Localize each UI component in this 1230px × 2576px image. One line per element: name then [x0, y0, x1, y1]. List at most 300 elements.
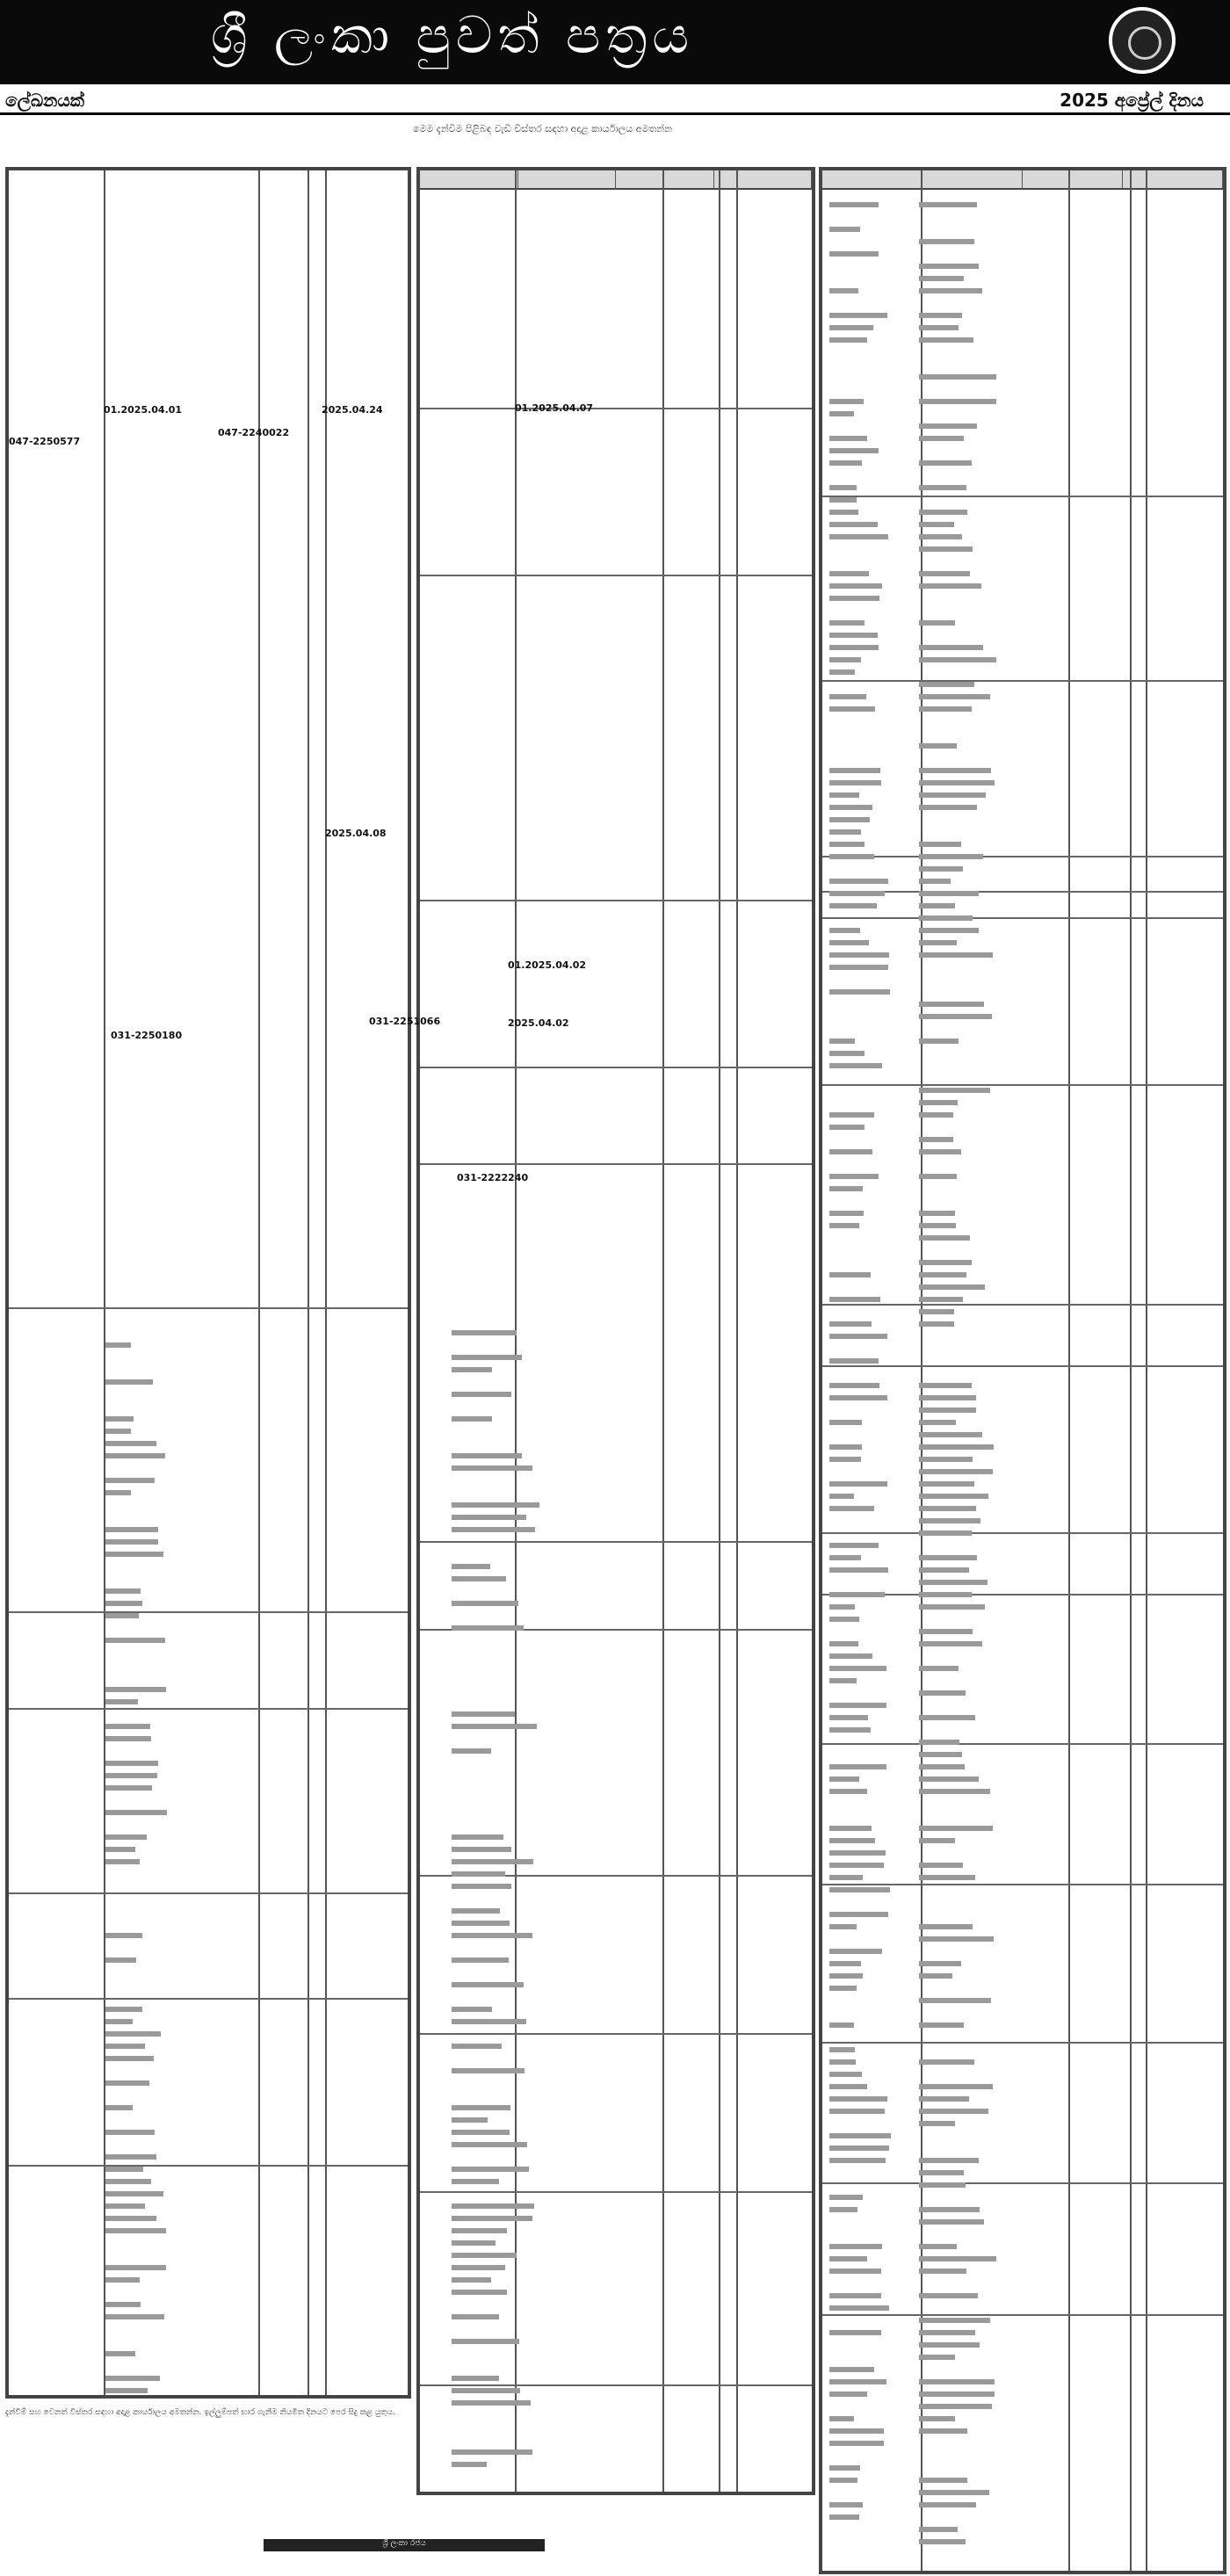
text-line-placeholder: [919, 1567, 969, 1573]
text-line-placeholder: [919, 1420, 956, 1425]
text-line-placeholder: [452, 1834, 503, 1840]
subhead-left: ලේඛනයක්: [5, 90, 85, 111]
text-line-placeholder: [919, 1457, 973, 1462]
subhead-date: 2025 අප්‍රේල් දිනය: [1060, 90, 1204, 111]
text-line-placeholder: [105, 1810, 167, 1815]
text-line-placeholder: [452, 2277, 491, 2283]
text-line-placeholder: [452, 2339, 519, 2344]
text-line-placeholder: [919, 952, 993, 958]
text-line-placeholder: [829, 1481, 887, 1487]
text-line-placeholder: [919, 276, 964, 281]
text-line-placeholder: [919, 534, 962, 539]
text-line-placeholder: [105, 1847, 135, 1852]
phone-number: 031-2250180: [111, 1030, 183, 1041]
text-line-placeholder: [452, 2044, 502, 2049]
text-line-placeholder: [829, 1555, 861, 1560]
text-line-placeholder: [105, 1638, 165, 1643]
text-line-placeholder: [452, 2290, 507, 2295]
text-line-placeholder: [919, 1592, 972, 1597]
text-line-placeholder: [919, 706, 972, 712]
text-line-placeholder: [919, 2084, 993, 2089]
text-line-placeholder: [829, 2293, 881, 2298]
text-line-placeholder: [919, 288, 982, 293]
text-line-placeholder: [919, 1826, 993, 1831]
text-line-placeholder: [919, 903, 955, 908]
text-line-placeholder: [105, 1342, 131, 1348]
text-line-placeholder: [919, 1395, 976, 1400]
text-line-placeholder: [829, 2133, 891, 2138]
text-line-placeholder: [829, 1420, 862, 1425]
text-line-placeholder: [829, 2391, 867, 2397]
text-line-placeholder: [919, 2268, 966, 2274]
text-line-placeholder: [919, 1137, 953, 1142]
text-line-placeholder: [919, 1149, 961, 1154]
text-line-placeholder: [919, 1641, 982, 1646]
text-line-placeholder: [452, 2228, 507, 2233]
text-line-placeholder: [919, 928, 979, 933]
text-line-placeholder: [829, 940, 869, 945]
text-line-placeholder: [829, 1924, 857, 1929]
text-line-placeholder: [919, 657, 996, 662]
text-line-placeholder: [105, 2191, 163, 2196]
text-line-placeholder: [919, 546, 973, 552]
text-line-placeholder: [452, 1724, 537, 1729]
phone-number: 031-2222240: [457, 1172, 529, 1183]
text-line-placeholder: [919, 1998, 991, 2003]
text-line-placeholder: [829, 1592, 885, 1597]
text-line-placeholder: [829, 202, 879, 207]
text-line-placeholder: [452, 1355, 522, 1360]
text-line-placeholder: [919, 780, 995, 785]
text-line-placeholder: [452, 2007, 492, 2012]
text-line-placeholder: [829, 1038, 855, 1044]
text-line-placeholder: [919, 1518, 980, 1523]
text-line-placeholder: [452, 1847, 511, 1852]
text-line-placeholder: [829, 965, 888, 970]
text-line-placeholder: [829, 2022, 854, 2028]
text-line-placeholder: [452, 1367, 492, 1372]
banner: [0, 0, 1230, 84]
text-line-placeholder: [829, 1149, 872, 1154]
text-line-placeholder: [452, 2167, 529, 2172]
text-line-placeholder: [829, 313, 887, 318]
text-line-placeholder: [105, 1834, 147, 1840]
text-line-placeholder: [829, 1297, 880, 1302]
text-line-placeholder: [452, 2388, 520, 2393]
text-line-placeholder: [829, 1617, 859, 1622]
text-line-placeholder: [829, 2502, 863, 2507]
text-line-placeholder: [829, 1973, 863, 1979]
text-line-placeholder: [105, 2314, 164, 2319]
text-line-placeholder: [919, 879, 951, 884]
text-line-placeholder: [919, 1284, 985, 1290]
text-line-placeholder: [829, 1986, 857, 1991]
text-line-placeholder: [452, 2216, 532, 2221]
intro-text: මෙම දැන්වීම පිළිබඳ වැඩි විස්තර සඳහා අදාළ කාර්යාලය අමතන්න: [413, 123, 673, 134]
text-line-placeholder: [829, 928, 860, 933]
text-line-placeholder: [919, 1481, 974, 1487]
text-line-placeholder: [829, 1912, 888, 1917]
text-line-placeholder: [452, 2142, 527, 2147]
text-line-placeholder: [829, 436, 867, 441]
text-line-placeholder: [105, 1527, 158, 1532]
text-line-placeholder: [919, 2219, 984, 2225]
text-line-placeholder: [829, 2330, 881, 2335]
text-line-placeholder: [452, 1392, 511, 1397]
text-line-placeholder: [105, 2277, 140, 2283]
text-line-placeholder: [919, 1936, 994, 1942]
text-line-placeholder: [105, 1957, 136, 1963]
phone-number: 047-2250577: [9, 436, 81, 447]
text-line-placeholder: [919, 682, 974, 687]
text-line-placeholder: [829, 571, 869, 576]
text-line-placeholder: [452, 1957, 509, 1963]
text-line-placeholder: [829, 2059, 856, 2065]
text-line-placeholder: [829, 1875, 863, 1880]
text-line-placeholder: [829, 1826, 872, 1831]
text-line-placeholder: [919, 1272, 966, 1277]
text-line-placeholder: [919, 1407, 976, 1413]
text-line-placeholder: [829, 694, 866, 699]
text-line-placeholder: [829, 2145, 889, 2151]
text-line-placeholder: [829, 596, 879, 601]
text-line-placeholder: [919, 2182, 966, 2188]
text-line-placeholder: [919, 694, 990, 699]
text-line-placeholder: [829, 1863, 884, 1868]
text-line-placeholder: [452, 2265, 505, 2270]
text-line-placeholder: [105, 2080, 149, 2086]
text-line-placeholder: [919, 522, 954, 527]
text-line-placeholder: [105, 1539, 158, 1545]
text-line-placeholder: [105, 2007, 142, 2012]
text-line-placeholder: [452, 1921, 510, 1926]
text-line-placeholder: [829, 2084, 867, 2089]
text-line-placeholder: [452, 1502, 539, 1508]
text-line-placeholder: [452, 2068, 525, 2073]
text-line-placeholder: [919, 1875, 975, 1880]
text-line-placeholder: [105, 1687, 166, 1692]
text-line-placeholder: [829, 2441, 884, 2446]
text-line-placeholder: [829, 1112, 874, 1118]
text-line-placeholder: [452, 2130, 510, 2135]
text-line-placeholder: [829, 1358, 879, 1364]
text-line-placeholder: [829, 780, 881, 785]
text-line-placeholder: [919, 1924, 973, 1929]
text-line-placeholder: [919, 768, 991, 773]
text-line-placeholder: [919, 2293, 978, 2298]
text-line-placeholder: [829, 1641, 858, 1646]
text-line-placeholder: [105, 2019, 133, 2024]
text-line-placeholder: [829, 1961, 861, 1966]
text-line-placeholder: [919, 1174, 957, 1179]
text-line-placeholder: [829, 2428, 884, 2434]
text-line-placeholder: [829, 1383, 879, 1388]
text-line-placeholder: [829, 1125, 865, 1130]
text-line-placeholder: [919, 792, 986, 798]
text-line-placeholder: [919, 1961, 961, 1966]
text-line-placeholder: [452, 1564, 490, 1569]
text-line-placeholder: [919, 1100, 958, 1105]
text-line-placeholder: [829, 1604, 855, 1610]
text-line-placeholder: [919, 1444, 994, 1450]
text-line-placeholder: [452, 1465, 532, 1471]
text-line-placeholder: [829, 251, 879, 257]
text-line-placeholder: [919, 1715, 975, 1720]
phone-number: 031-2251066: [369, 1016, 441, 1027]
text-line-placeholder: [452, 2105, 510, 2110]
text-line-placeholder: [919, 202, 977, 207]
text-line-placeholder: [919, 2428, 967, 2434]
text-line-placeholder: [829, 792, 859, 798]
text-line-placeholder: [105, 1453, 165, 1458]
text-line-placeholder: [919, 1469, 993, 1474]
date-stamp: 01.2025.04.07: [515, 402, 594, 414]
text-line-placeholder: [105, 2167, 143, 2172]
text-line-placeholder: [919, 485, 966, 490]
text-line-placeholder: [919, 620, 955, 626]
text-line-placeholder: [829, 2465, 860, 2471]
text-line-placeholder: [452, 2117, 488, 2123]
text-line-placeholder: [105, 1785, 152, 1791]
text-line-placeholder: [919, 2059, 974, 2065]
text-line-placeholder: [829, 1715, 868, 1720]
text-line-placeholder: [829, 952, 889, 958]
right-column: [819, 167, 1226, 2574]
text-line-placeholder: [829, 2416, 854, 2421]
text-line-placeholder: [829, 1727, 871, 1733]
text-line-placeholder: [919, 2391, 995, 2397]
text-line-placeholder: [105, 2105, 133, 2110]
text-line-placeholder: [919, 2490, 989, 2495]
text-line-placeholder: [105, 1859, 140, 1864]
text-line-placeholder: [105, 2302, 141, 2307]
date-stamp: 2025.04.08: [325, 828, 387, 839]
text-line-placeholder: [919, 2379, 995, 2384]
text-line-placeholder: [452, 1871, 505, 1877]
text-line-placeholder: [919, 1838, 955, 1843]
text-line-placeholder: [829, 448, 879, 453]
text-line-placeholder: [919, 399, 996, 404]
text-line-placeholder: [919, 1740, 959, 1745]
text-line-placeholder: [829, 2158, 886, 2163]
text-line-placeholder: [452, 1884, 511, 1889]
text-line-placeholder: [829, 2367, 874, 2372]
text-line-placeholder: [105, 1379, 153, 1385]
text-line-placeholder: [919, 645, 983, 650]
text-line-placeholder: [919, 2527, 958, 2532]
text-line-placeholder: [919, 2121, 955, 2126]
text-line-placeholder: [829, 1543, 879, 1548]
text-line-placeholder: [105, 2228, 166, 2233]
text-line-placeholder: [105, 2388, 148, 2393]
text-line-placeholder: [919, 1112, 953, 1118]
text-line-placeholder: [829, 1457, 861, 1462]
text-line-placeholder: [829, 903, 877, 908]
text-line-placeholder: [919, 743, 957, 749]
text-line-placeholder: [829, 227, 860, 232]
text-line-placeholder: [829, 337, 867, 343]
text-line-placeholder: [829, 817, 870, 822]
text-line-placeholder: [829, 1678, 857, 1683]
text-line-placeholder: [829, 633, 878, 638]
text-line-placeholder: [105, 2130, 155, 2135]
text-line-placeholder: [919, 2207, 980, 2212]
text-line-placeholder: [105, 1736, 151, 1741]
text-line-placeholder: [919, 1789, 990, 1794]
text-line-placeholder: [829, 1211, 864, 1216]
text-line-placeholder: [829, 583, 882, 589]
text-line-placeholder: [829, 1703, 886, 1708]
text-line-placeholder: [452, 1625, 524, 1631]
text-line-placeholder: [919, 1764, 965, 1769]
text-line-placeholder: [829, 2047, 855, 2052]
text-line-placeholder: [105, 2179, 151, 2184]
text-line-placeholder: [452, 2203, 534, 2209]
text-line-placeholder: [105, 2216, 156, 2221]
text-line-placeholder: [919, 1604, 985, 1610]
text-line-placeholder: [919, 1666, 959, 1671]
text-line-placeholder: [919, 1211, 955, 1216]
text-line-placeholder: [919, 1223, 956, 1228]
text-line-placeholder: [105, 1429, 131, 1434]
text-line-placeholder: [105, 2376, 160, 2381]
text-line-placeholder: [919, 2330, 975, 2335]
text-line-placeholder: [452, 2179, 499, 2184]
text-line-placeholder: [452, 2314, 499, 2319]
text-line-placeholder: [829, 669, 855, 675]
text-line-placeholder: [105, 2044, 145, 2049]
text-line-placeholder: [829, 1653, 872, 1659]
text-line-placeholder: [452, 2019, 526, 2024]
text-line-placeholder: [919, 423, 977, 429]
text-line-placeholder: [919, 583, 981, 589]
text-line-placeholder: [105, 2203, 145, 2209]
text-line-placeholder: [829, 1186, 863, 1191]
text-line-placeholder: [829, 1567, 888, 1573]
text-line-placeholder: [829, 325, 873, 330]
text-line-placeholder: [105, 2351, 135, 2356]
text-line-placeholder: [829, 891, 885, 896]
text-line-placeholder: [829, 1395, 887, 1400]
text-line-placeholder: [452, 1527, 535, 1532]
text-line-placeholder: [919, 2342, 980, 2348]
text-line-placeholder: [452, 1330, 517, 1335]
text-line-placeholder: [919, 915, 973, 921]
text-line-placeholder: [829, 2379, 886, 2384]
text-line-placeholder: [829, 522, 878, 527]
text-line-placeholder: [452, 1601, 518, 1606]
date-stamp: 01.2025.04.01: [104, 404, 183, 416]
text-line-placeholder: [829, 510, 858, 515]
text-line-placeholder: [919, 2539, 966, 2544]
text-line-placeholder: [829, 1887, 890, 1892]
text-line-placeholder: [919, 2022, 964, 2028]
text-line-placeholder: [829, 497, 857, 503]
emblem-icon: [1109, 7, 1176, 74]
text-line-placeholder: [452, 1982, 524, 1987]
text-line-placeholder: [919, 1494, 988, 1499]
text-line-placeholder: [829, 1051, 865, 1056]
text-line-placeholder: [452, 1859, 533, 1864]
text-line-placeholder: [829, 1444, 862, 1450]
text-line-placeholder: [829, 842, 865, 847]
text-line-placeholder: [829, 805, 872, 810]
text-line-placeholder: [452, 1748, 491, 1754]
text-line-placeholder: [829, 2109, 885, 2114]
text-line-placeholder: [452, 1908, 500, 1914]
text-line-placeholder: [829, 1789, 867, 1794]
text-line-placeholder: [919, 337, 973, 343]
text-line-placeholder: [105, 1773, 157, 1778]
text-line-placeholder: [829, 1949, 882, 1954]
text-line-placeholder: [919, 325, 959, 330]
text-line-placeholder: [919, 854, 983, 859]
text-line-placeholder: [829, 854, 874, 859]
text-line-placeholder: [829, 829, 861, 835]
text-line-placeholder: [829, 2244, 882, 2249]
subhead: [0, 88, 1230, 115]
text-line-placeholder: [829, 1174, 879, 1179]
text-line-placeholder: [919, 1309, 954, 1314]
text-line-placeholder: [105, 1724, 150, 1729]
text-line-placeholder: [829, 1334, 887, 1339]
text-line-placeholder: [105, 2265, 166, 2270]
text-line-placeholder: [919, 2170, 964, 2175]
footer-bar: ශ්‍රී ලංකා රජය: [264, 2539, 545, 2551]
text-line-placeholder: [105, 1613, 139, 1618]
text-line-placeholder: [452, 2400, 531, 2406]
text-line-placeholder: [919, 1235, 970, 1241]
text-line-placeholder: [829, 1223, 859, 1228]
date-stamp: 2025.04.02: [508, 1017, 569, 1029]
text-line-placeholder: [829, 288, 858, 293]
text-line-placeholder: [829, 645, 879, 650]
text-line-placeholder: [919, 1530, 972, 1536]
text-line-placeholder: [829, 534, 888, 539]
text-line-placeholder: [919, 2256, 996, 2261]
text-line-placeholder: [829, 620, 865, 626]
phone-number: 047-2240022: [218, 427, 290, 438]
text-line-placeholder: [919, 2318, 990, 2323]
text-line-placeholder: [829, 2096, 887, 2102]
text-line-placeholder: [829, 2207, 857, 2212]
text-line-placeholder: [919, 1555, 977, 1560]
date-stamp: 2025.04.24: [322, 404, 383, 416]
text-line-placeholder: [919, 571, 970, 576]
text-line-placeholder: [919, 1506, 976, 1511]
text-line-placeholder: [105, 1588, 141, 1594]
text-line-placeholder: [919, 1088, 990, 1093]
footer-note: දැන්වීම් සහ වෙනත් විස්තර සඳහා අදාළ කාර්යාලය අමතන්න. ඉල්ලුම්පත් භාර ගැනීම නියමිත දිනයට පෙර සිදු කළ යුතුය.: [5, 2408, 395, 2417]
text-line-placeholder: [829, 657, 861, 662]
text-line-placeholder: [105, 2056, 154, 2061]
text-line-placeholder: [829, 1321, 872, 1327]
text-line-placeholder: [452, 2240, 496, 2246]
right-header: [822, 170, 1223, 190]
text-line-placeholder: [919, 1383, 972, 1388]
text-line-placeholder: [919, 2478, 967, 2483]
text-line-placeholder: [105, 2154, 156, 2160]
text-line-placeholder: [829, 2305, 889, 2311]
text-line-placeholder: [919, 1629, 973, 1634]
text-line-placeholder: [829, 706, 875, 712]
text-line-placeholder: [452, 1711, 515, 1717]
text-line-placeholder: [919, 1432, 982, 1437]
text-line-placeholder: [829, 989, 890, 995]
text-line-placeholder: [829, 1063, 882, 1068]
notice-panel: [0, 172, 615, 1314]
text-line-placeholder: [452, 1576, 506, 1581]
